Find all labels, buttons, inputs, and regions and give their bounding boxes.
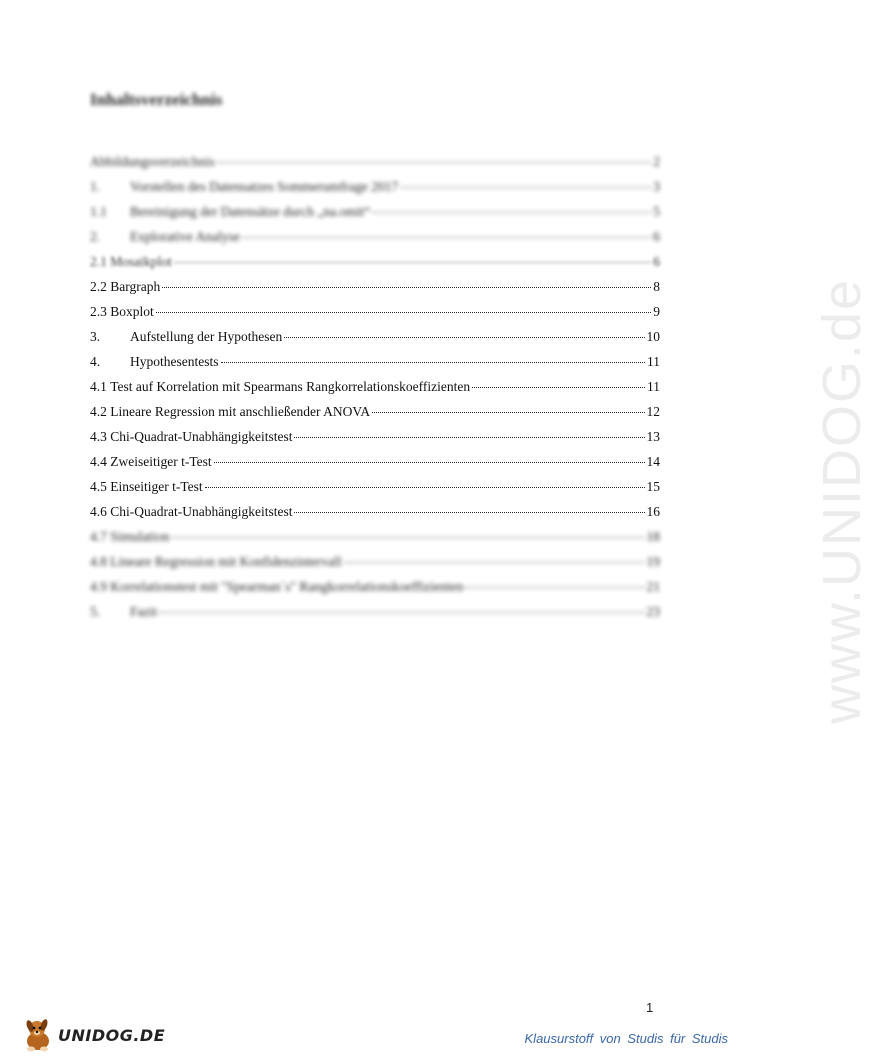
toc-leader	[216, 162, 651, 163]
toc-entry[interactable]	[90, 304, 660, 322]
toc-entry-number: 4.6	[90, 504, 107, 519]
toc-leader	[372, 212, 651, 213]
toc-entry-label: Aufstellung der Hypothesen	[130, 329, 283, 344]
toc-entry-number: 4.2	[90, 404, 107, 419]
toc-entry-number: 1.	[90, 179, 101, 194]
toc-leader	[172, 537, 645, 538]
toc-entry-page: 3	[653, 179, 660, 194]
toc-entry-page: 18	[646, 529, 660, 544]
toc-entry-page: 6	[653, 254, 660, 269]
toc-entry-number: 1.1	[90, 204, 107, 219]
toc-entry-label: Korrelationstest mit "Spearman´s" Rangkorrelationskoeffizienten	[110, 579, 464, 594]
toc-entry-page: 16	[646, 504, 660, 519]
toc-entry[interactable]	[90, 254, 660, 272]
toc-entry-page: 5	[653, 204, 660, 219]
logo-text: UNIDOG.DE	[58, 1025, 166, 1045]
toc-entry-label: Fazit	[130, 604, 157, 619]
toc-entry-page: 23	[646, 604, 660, 619]
toc-leader	[294, 512, 644, 513]
toc-entry-label: Explorative Analyse	[130, 229, 240, 244]
toc-entry[interactable]	[90, 429, 660, 447]
toc-leader	[156, 312, 651, 313]
toc-entry[interactable]	[90, 179, 660, 197]
toc-entry-page: 9	[653, 304, 660, 319]
toc-entry[interactable]	[90, 579, 660, 597]
toc-entry[interactable]	[90, 529, 660, 547]
toc-entry[interactable]	[90, 479, 660, 497]
toc-entry-number: 4.5	[90, 479, 107, 494]
toc-entry-page: 10	[646, 329, 660, 344]
page-number: 1	[646, 1000, 654, 1015]
toc-entry[interactable]	[90, 329, 660, 347]
toc-leader	[159, 612, 645, 613]
toc-entry[interactable]	[90, 279, 660, 297]
toc-entry-number: 2.3	[90, 304, 107, 319]
toc-entry-number: 2.	[90, 229, 101, 244]
toc-entry[interactable]	[90, 379, 660, 397]
toc-leader	[400, 187, 651, 188]
toc-entry-label: Zweiseitiger t-Test	[110, 454, 212, 469]
toc-entry-number: 3.	[90, 329, 101, 344]
toc-entry[interactable]	[90, 404, 660, 422]
toc-leader	[214, 462, 645, 463]
toc-entry-number: 4.4	[90, 454, 107, 469]
toc-entry-label: Test auf Korrelation mit Spearmans Rangkorrelationskoeffizienten	[110, 379, 471, 394]
toc-entry-page: 12	[646, 404, 660, 419]
toc-entry[interactable]	[90, 154, 660, 172]
footer-tagline: Klausurstoff von Studis für Studis	[524, 1031, 728, 1046]
toc-entry-page: 11	[647, 354, 660, 369]
toc-leader	[344, 562, 645, 563]
toc-leader	[294, 437, 644, 438]
watermark: www.UNIDOG.de	[812, 277, 872, 725]
toc-entry-label: Mosaikplot	[110, 254, 172, 269]
toc-entry[interactable]	[90, 504, 660, 522]
toc-entry-label: Simulation	[110, 529, 170, 544]
toc-entry-page: 6	[653, 229, 660, 244]
toc-entry-label: Abbildungsverzeichnis	[90, 154, 215, 169]
toc-entry-number: 5.	[90, 604, 101, 619]
toc-entry-number: 4.9	[90, 579, 107, 594]
toc-leader	[465, 587, 644, 588]
toc-leader	[242, 237, 651, 238]
toc-entry-label: Lineare Regression mit Konfidenzintervall	[110, 554, 342, 569]
toc-entry-page: 2	[653, 154, 660, 169]
unidog-logo[interactable]	[22, 1015, 165, 1055]
toc-entry-label: Lineare Regression mit anschließender ANOVA	[110, 404, 371, 419]
toc-entry-page: 19	[646, 554, 660, 569]
toc-entry[interactable]	[90, 454, 660, 472]
toc-entry[interactable]	[90, 554, 660, 572]
toc-entry-number: 2.2	[90, 279, 107, 294]
toc-entry-label: Bargraph	[110, 279, 161, 294]
toc-entry-page: 13	[646, 429, 660, 444]
toc-entry-number: 4.3	[90, 429, 107, 444]
toc-leader	[284, 337, 644, 338]
toc-entry[interactable]	[90, 229, 660, 247]
toc-leader	[221, 362, 646, 363]
toc-title: Inhaltsverzeichnis	[90, 90, 223, 109]
toc-entry-page: 8	[653, 279, 660, 294]
toc-entry-label: Boxplot	[110, 304, 154, 319]
toc-leader	[162, 287, 651, 288]
toc-entry-label: Hypothesentests	[130, 354, 219, 369]
toc-entry-page: 21	[646, 579, 660, 594]
toc-entry-number: 4.1	[90, 379, 107, 394]
toc-leader	[372, 412, 644, 413]
dog-mascot-icon	[22, 1017, 56, 1053]
toc-entry-label: Einseitiger t-Test	[110, 479, 203, 494]
toc-entry-label: Bereinigung der Datensätze durch „na.omit“	[130, 204, 371, 219]
toc-entry-label: Chi-Quadrat-Unabhängigkeitstest	[110, 504, 293, 519]
toc-entry-page: 14	[646, 454, 660, 469]
toc-entry-page: 15	[646, 479, 660, 494]
toc-leader	[472, 387, 645, 388]
toc-entry[interactable]	[90, 604, 660, 622]
toc-leader	[205, 487, 645, 488]
toc-entry-number: 4.8	[90, 554, 107, 569]
toc-entry-number: 2.1	[90, 254, 107, 269]
toc-entry-number: 4.7	[90, 529, 107, 544]
toc-leader	[174, 262, 651, 263]
toc-entry-label: Chi-Quadrat-Unabhängigkeitstest	[110, 429, 293, 444]
toc-entry[interactable]	[90, 204, 660, 222]
toc-entry[interactable]	[90, 354, 660, 372]
toc-entry-page: 11	[647, 379, 660, 394]
toc-entry-number: 4.	[90, 354, 101, 369]
toc-entry-label: Vorstellen des Datensatzes Sommerumfrage 2017	[130, 179, 399, 194]
